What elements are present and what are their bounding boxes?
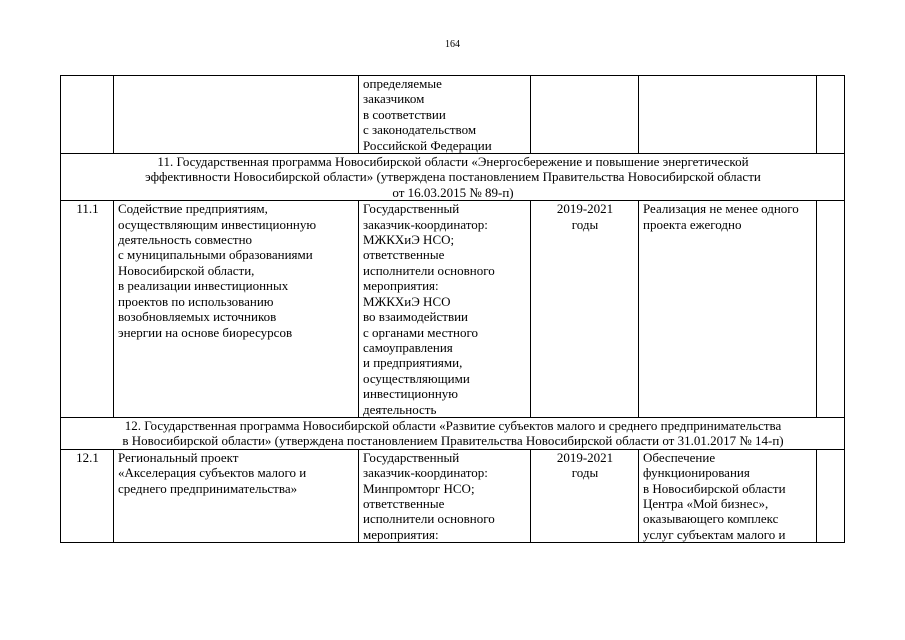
executors-line: Российской Федерации xyxy=(363,137,492,153)
measure-line: среднего предпринимательства» xyxy=(118,480,298,496)
executors-line: в соответствии xyxy=(363,106,446,122)
measures-table xyxy=(60,75,845,543)
executors-line: ответственные xyxy=(363,247,445,263)
note-cell xyxy=(817,201,845,418)
executors-line: заказчик-координатор: xyxy=(363,216,488,232)
continuation-row xyxy=(61,76,845,154)
executors-cell xyxy=(359,76,531,154)
note-cell xyxy=(817,76,845,154)
section-heading-row xyxy=(61,154,845,201)
executors-line: определяемые xyxy=(363,76,442,91)
executors-line: ответственные xyxy=(363,495,445,511)
section-heading-line: от 16.03.2015 № 89-п) xyxy=(392,184,514,200)
executors-line: заказчик-координатор: xyxy=(363,465,488,481)
result-line: функционирования xyxy=(643,465,750,481)
result-line: услуг субъектам малого и xyxy=(643,526,786,542)
executors-line: самоуправления xyxy=(363,339,453,355)
result-line: проекта ежегодно xyxy=(643,216,742,232)
section-heading-line: 11. Государственная программа Новосибирской области «Энергосбережение и повышение энергетической xyxy=(157,154,749,170)
executors-line: МЖКХиЭ НСО xyxy=(363,293,451,309)
result-cell xyxy=(639,449,817,542)
measure-line: Региональный проект xyxy=(118,449,239,465)
term-line: 2019-2021 xyxy=(556,449,614,465)
measure-line: Содействие предприятиям, xyxy=(118,201,268,217)
result-line: в Новосибирской области xyxy=(643,480,786,496)
measure-line: возобновляемых источников xyxy=(118,309,277,325)
measure-line: деятельность совместно xyxy=(118,232,253,248)
executors-line: исполнители основного xyxy=(363,262,495,278)
section-heading xyxy=(61,417,845,449)
measure-line: Новосибирской области, xyxy=(118,262,255,278)
executors-line: инвестиционную xyxy=(363,386,459,402)
measure-line: в реализации инвестиционных xyxy=(118,278,289,294)
measure-line: проектов по использованию xyxy=(118,293,274,309)
result-cell xyxy=(639,201,817,418)
row-number: 11.1 xyxy=(61,201,114,418)
executors-line: Государственный xyxy=(363,201,460,217)
executors-line: мероприятия: xyxy=(363,278,439,294)
measure-cell xyxy=(114,76,359,154)
term-line: годы xyxy=(571,465,599,481)
table-row xyxy=(61,449,845,542)
result-line: Центра «Мой бизнес», xyxy=(643,495,769,511)
section-heading-line: в Новосибирской области» (утверждена постановлением Правительства Новосибирской области от 31.01.2017 № 14-п) xyxy=(122,433,784,449)
executors-line: деятельность xyxy=(363,401,437,417)
table-row xyxy=(61,201,845,418)
executors-cell xyxy=(359,201,531,418)
executors-line: Минпромторг НСО; xyxy=(363,480,475,496)
term-cell xyxy=(531,449,639,542)
executors-line: осуществляющими xyxy=(363,370,470,386)
executors-line: заказчиком xyxy=(363,91,425,107)
result-cell xyxy=(639,76,817,154)
section-heading xyxy=(61,154,845,201)
row-number: 12.1 xyxy=(61,449,114,542)
measure-line: с муниципальными образованиями xyxy=(118,247,313,263)
executors-cell xyxy=(359,449,531,542)
measure-line: энергии на основе биоресурсов xyxy=(118,324,293,340)
measure-line: «Акселерация субъектов малого и xyxy=(118,465,307,481)
executors-line: исполнители основного xyxy=(363,511,495,527)
section-heading-row xyxy=(61,417,845,449)
page-number: 164 xyxy=(445,39,460,50)
measure-line: осуществляющим инвестиционную xyxy=(118,216,317,232)
measure-cell xyxy=(114,449,359,542)
section-heading-line: 12. Государственная программа Новосибирской области «Развитие субъектов малого и среднего предпринимательства xyxy=(124,417,782,433)
executors-line: и предприятиями, xyxy=(363,355,463,371)
term-cell xyxy=(531,76,639,154)
term-cell xyxy=(531,201,639,418)
term-line: 2019-2021 xyxy=(556,201,614,217)
result-line: Обеспечение xyxy=(643,449,716,465)
measure-cell xyxy=(114,201,359,418)
result-line: оказывающего комплекс xyxy=(643,511,779,527)
executors-line: мероприятия: xyxy=(363,526,439,542)
executors-line: Государственный xyxy=(363,449,460,465)
executors-line: с органами местного xyxy=(363,324,479,340)
number-cell xyxy=(61,76,114,154)
executors-line: МЖКХиЭ НСО; xyxy=(363,232,455,248)
executors-line: во взаимодействии xyxy=(363,309,468,325)
note-cell xyxy=(817,449,845,542)
term-line: годы xyxy=(571,216,599,232)
section-heading-line: эффективности Новосибирской области» (утверждена постановлением Правительства Новосибирской области xyxy=(145,169,761,185)
executors-line: с законодательством xyxy=(363,122,477,138)
result-line: Реализация не менее одного xyxy=(643,201,799,217)
